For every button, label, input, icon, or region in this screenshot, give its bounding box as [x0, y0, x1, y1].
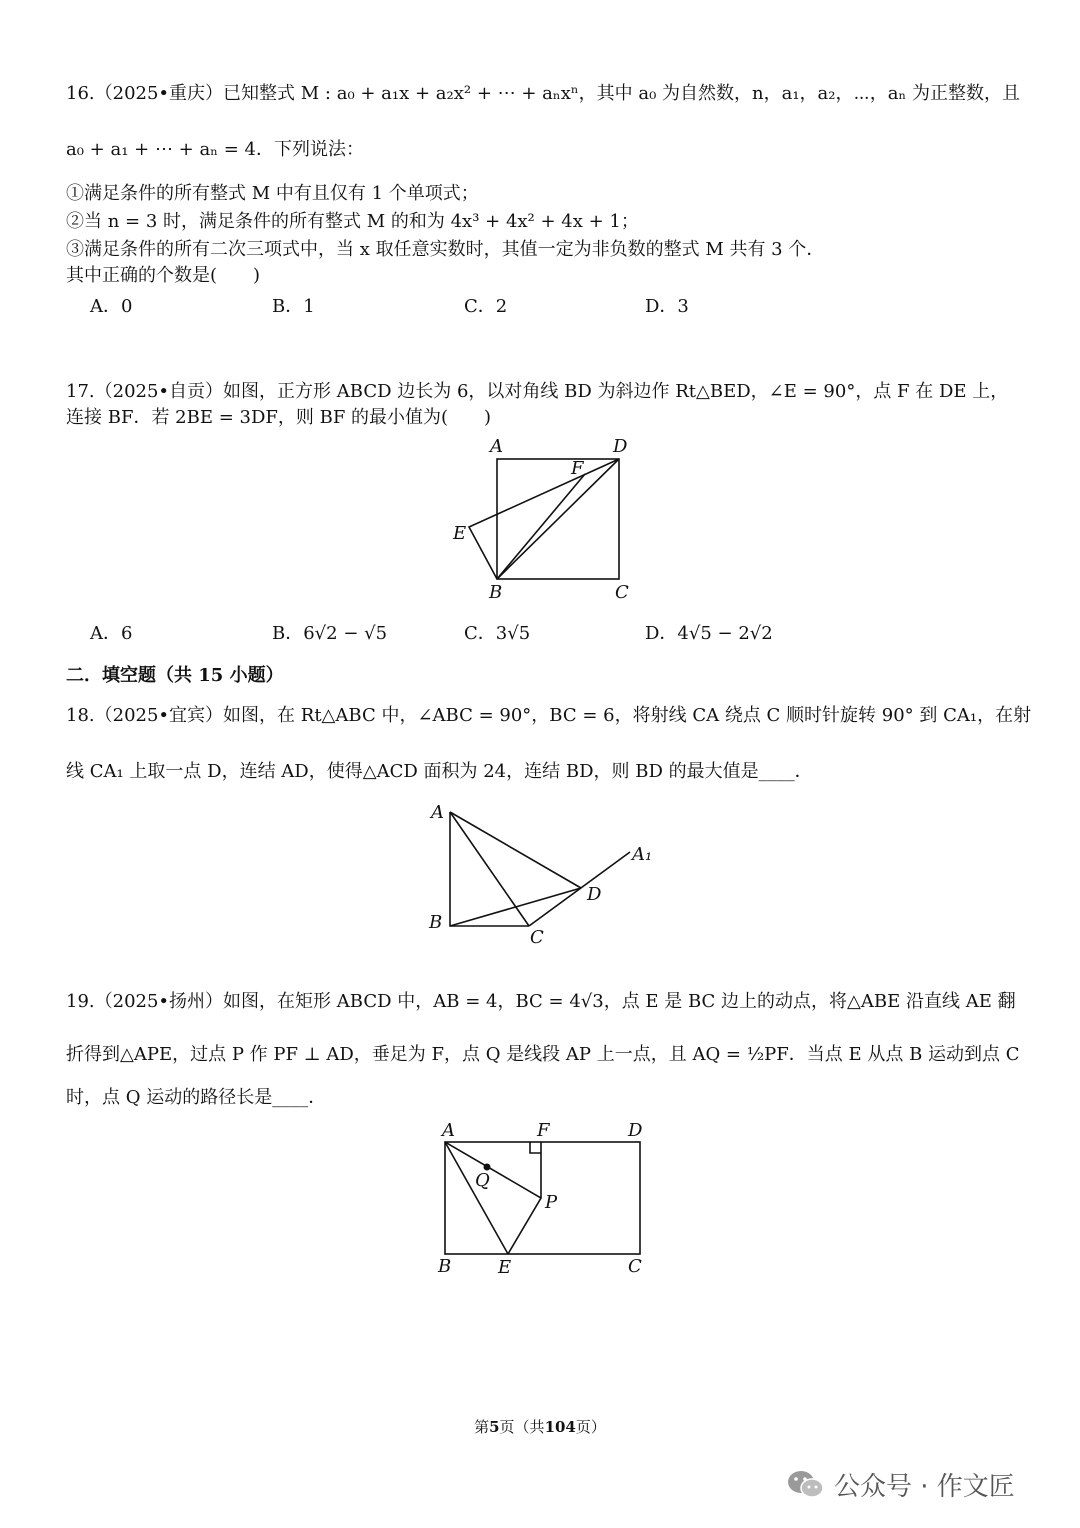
q16-option-b: B．1: [272, 296, 315, 317]
page-footer: [0, 1416, 1080, 1437]
q19-label-q: Q: [475, 1170, 490, 1191]
q18-label-a1: A₁: [632, 844, 653, 865]
q17-option-b: B．6√2 − √5: [272, 623, 388, 644]
q19-stem-line2: 折得到△APE，过点 P 作 PF ⊥ AD，垂足为 F，点 Q 是线段 AP 上一点，且 AQ = ½PF．当点 E 从点 B 运动到点 C: [66, 1044, 1020, 1065]
q16-stem-line1: 16.（2025•重庆）已知整式 M : a₀ + a₁x + a₂x² + ⋯ + aₙxⁿ，其中 a₀ 为自然数，n，a₁，a₂，⋯，aₙ 为正整数，且: [66, 83, 1020, 104]
q19-stem-line1: 19.（2025•扬州）如图，在矩形 ABCD 中，AB = 4，BC = 4√3，点 E 是 BC 边上的动点，将△ABE 沿直线 AE 翻: [66, 991, 1016, 1012]
footer-mid: 页（共: [499, 1418, 545, 1436]
q19-segment-ae: [445, 1142, 508, 1254]
q17-label-b: B: [489, 582, 503, 603]
q17-label-d: D: [613, 436, 628, 457]
q19-stem-line3: 时，点 Q 运动的路径长是____．: [66, 1087, 327, 1108]
q16-option-c: C．2: [464, 296, 508, 317]
q18-segment-ad: [450, 812, 581, 888]
watermark-text: 公众号 · 作文匠: [834, 1472, 1015, 1502]
footer-total-pages: 104: [544, 1418, 576, 1436]
q17-option-c: C．3√5: [464, 623, 531, 644]
q19-label-b: B: [438, 1256, 452, 1277]
q16-statement-3: ③满足条件的所有二次三项式中，当 x 取任意实数时，其值一定为非负数的整式 M 共有 3 个．: [66, 239, 825, 260]
q17-stem-line2: 连接 BF．若 2BE = 3DF，则 BF 的最小值为( ): [66, 407, 492, 428]
q18-label-b: B: [429, 912, 443, 933]
q17-label-f: F: [571, 458, 584, 479]
q17-segment-bf: [497, 474, 585, 579]
q16-stem-line2: a₀ + a₁ + ⋯ + aₙ = 4．下列说法：: [66, 139, 364, 160]
q18-figure: [420, 800, 670, 948]
section-heading: 二．填空题（共 15 小题）: [66, 665, 284, 686]
q19-figure: [430, 1118, 660, 1278]
q19-label-c: C: [628, 1256, 642, 1277]
q16-statement-2: ②当 n = 3 时，满足条件的所有整式 M 的和为 4x³ + 4x² + 4x + 1；: [66, 211, 639, 232]
q18-stem-line2: 线 CA₁ 上取一点 D，连结 AD，使得△ACD 面积为 24，连结 BD，则 BD 的最大值是____．: [66, 761, 813, 782]
q19-right-angle-mark: [530, 1142, 541, 1153]
footer-page-number: 5: [489, 1418, 500, 1436]
q16-question: 其中正确的个数是( ): [66, 265, 261, 286]
q16-option-d: D．3: [645, 296, 689, 317]
q18-label-c: C: [530, 927, 544, 948]
q18-stem-line1: 18.（2025•宜宾）如图，在 Rt△ABC 中，∠ABC = 90°，BC = 6，将射线 CA 绕点 C 顺时针旋转 90° 到 CA₁，在射: [66, 705, 1032, 726]
q19-label-e: E: [498, 1257, 512, 1278]
q17-label-c: C: [615, 582, 629, 603]
q18-segment-bd: [450, 888, 581, 926]
q19-label-f: F: [537, 1120, 550, 1141]
q17-figure: [440, 432, 660, 604]
q17-diagonal-bd: [497, 459, 619, 579]
q19-label-d: D: [628, 1120, 643, 1141]
q17-triangle-bed: [469, 459, 619, 579]
q18-label-d: D: [587, 884, 602, 905]
q19-label-p: P: [545, 1192, 558, 1213]
q18-label-a: A: [431, 802, 444, 823]
q17-stem-line1: 17.（2025•自贡）如图，正方形 ABCD 边长为 6，以对角线 BD 为斜边作 Rt△BED，∠E = 90°，点 F 在 DE 上，: [66, 381, 1009, 402]
q18-hypotenuse-ac: [450, 812, 529, 926]
footer-post: 页）: [575, 1418, 606, 1436]
wechat-icon: [786, 1468, 826, 1502]
q19-folded-triangle-ape: [445, 1142, 541, 1254]
footer-pre: 第: [474, 1418, 490, 1436]
q17-option-a: A．6: [90, 623, 133, 644]
q16-statement-1: ①满足条件的所有整式 M 中有且仅有 1 个单项式；: [66, 183, 479, 204]
q19-label-a: A: [442, 1120, 455, 1141]
q17-label-e: E: [453, 523, 467, 544]
q16-option-a: A．0: [90, 296, 133, 317]
q17-label-a: A: [490, 436, 503, 457]
q17-option-d: D．4√5 − 2√2: [645, 623, 773, 644]
